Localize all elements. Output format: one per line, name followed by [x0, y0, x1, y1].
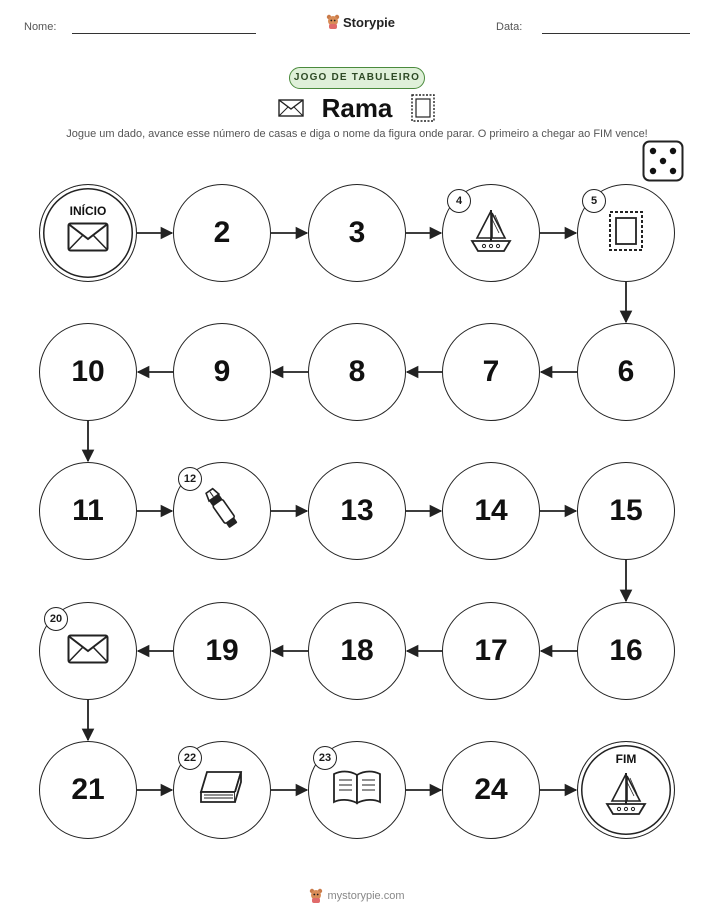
space-number: 16 — [609, 634, 643, 667]
start-space — [39, 184, 137, 282]
space-number: 24 — [474, 773, 508, 806]
space-number-badge: 22 — [178, 746, 202, 770]
space-number: 15 — [609, 494, 643, 527]
space-number: 18 — [340, 634, 374, 667]
finish-label: FIM — [615, 751, 637, 766]
space-number: 3 — [348, 216, 366, 249]
board-space-24 — [442, 741, 540, 839]
brand-name: Storypie — [343, 14, 396, 30]
name-label: Nome: — [24, 21, 57, 33]
board-space-19 — [173, 602, 271, 700]
envelope-icon — [67, 222, 109, 257]
closed-book-icon — [197, 768, 247, 813]
space-number: 10 — [71, 355, 105, 388]
board-space-13 — [308, 462, 406, 560]
space-number-badge: 12 — [178, 467, 202, 491]
space-number: 21 — [71, 773, 105, 806]
board-space-15 — [577, 462, 675, 560]
board-space-8 — [308, 323, 406, 421]
space-number-badge: 4 — [447, 189, 471, 213]
space-number: 6 — [617, 355, 635, 388]
board-space-18 — [308, 602, 406, 700]
board-space-21 — [39, 741, 137, 839]
space-number: 14 — [474, 494, 508, 527]
board-space-4 — [442, 184, 540, 282]
space-number: 7 — [482, 355, 500, 388]
sailboat-icon — [469, 207, 513, 260]
space-number-badge: 23 — [313, 746, 337, 770]
footer-site: mystorypie.com — [327, 890, 405, 902]
space-number: 19 — [205, 634, 239, 667]
space-number: 9 — [213, 355, 231, 388]
fountain-pen-icon — [202, 485, 242, 538]
board-space-23 — [308, 741, 406, 839]
start-label: INÍCIO — [69, 203, 107, 218]
board-space-9 — [173, 323, 271, 421]
board-space-3 — [308, 184, 406, 282]
space-number-badge: 5 — [582, 189, 606, 213]
sailboat-icon — [604, 770, 648, 823]
board-space-12 — [173, 462, 271, 560]
board-space-20 — [39, 602, 137, 700]
finish-space — [577, 741, 675, 839]
board-space-22 — [173, 741, 271, 839]
space-number: 17 — [474, 634, 508, 667]
board-space-10 — [39, 323, 137, 421]
stamp-icon — [608, 210, 644, 257]
board-space-17 — [442, 602, 540, 700]
footer — [0, 888, 714, 904]
space-number: 8 — [348, 355, 366, 388]
board-space-11 — [39, 462, 137, 560]
envelope-icon — [67, 634, 109, 669]
date-label: Data: — [496, 21, 523, 33]
board-space-6 — [577, 323, 675, 421]
space-number: 11 — [72, 494, 104, 527]
board-space-5 — [577, 184, 675, 282]
page-title: Rama — [321, 92, 393, 123]
board-space-14 — [442, 462, 540, 560]
space-number-badge: 20 — [44, 607, 68, 631]
game-type-badge: JOGO DE TABULEIRO — [289, 67, 425, 89]
board-space-2 — [173, 184, 271, 282]
space-number: 13 — [340, 494, 374, 527]
bear-mascot-icon — [309, 888, 323, 904]
board-space-16 — [577, 602, 675, 700]
instructions-text: Jogue um dado, avance esse número de casas e diga o nome da figura onde parar. O primeiro a chegar ao FIM vence! — [66, 128, 648, 140]
board-space-7 — [442, 323, 540, 421]
space-number: 2 — [213, 216, 231, 249]
open-book-icon — [331, 769, 383, 812]
